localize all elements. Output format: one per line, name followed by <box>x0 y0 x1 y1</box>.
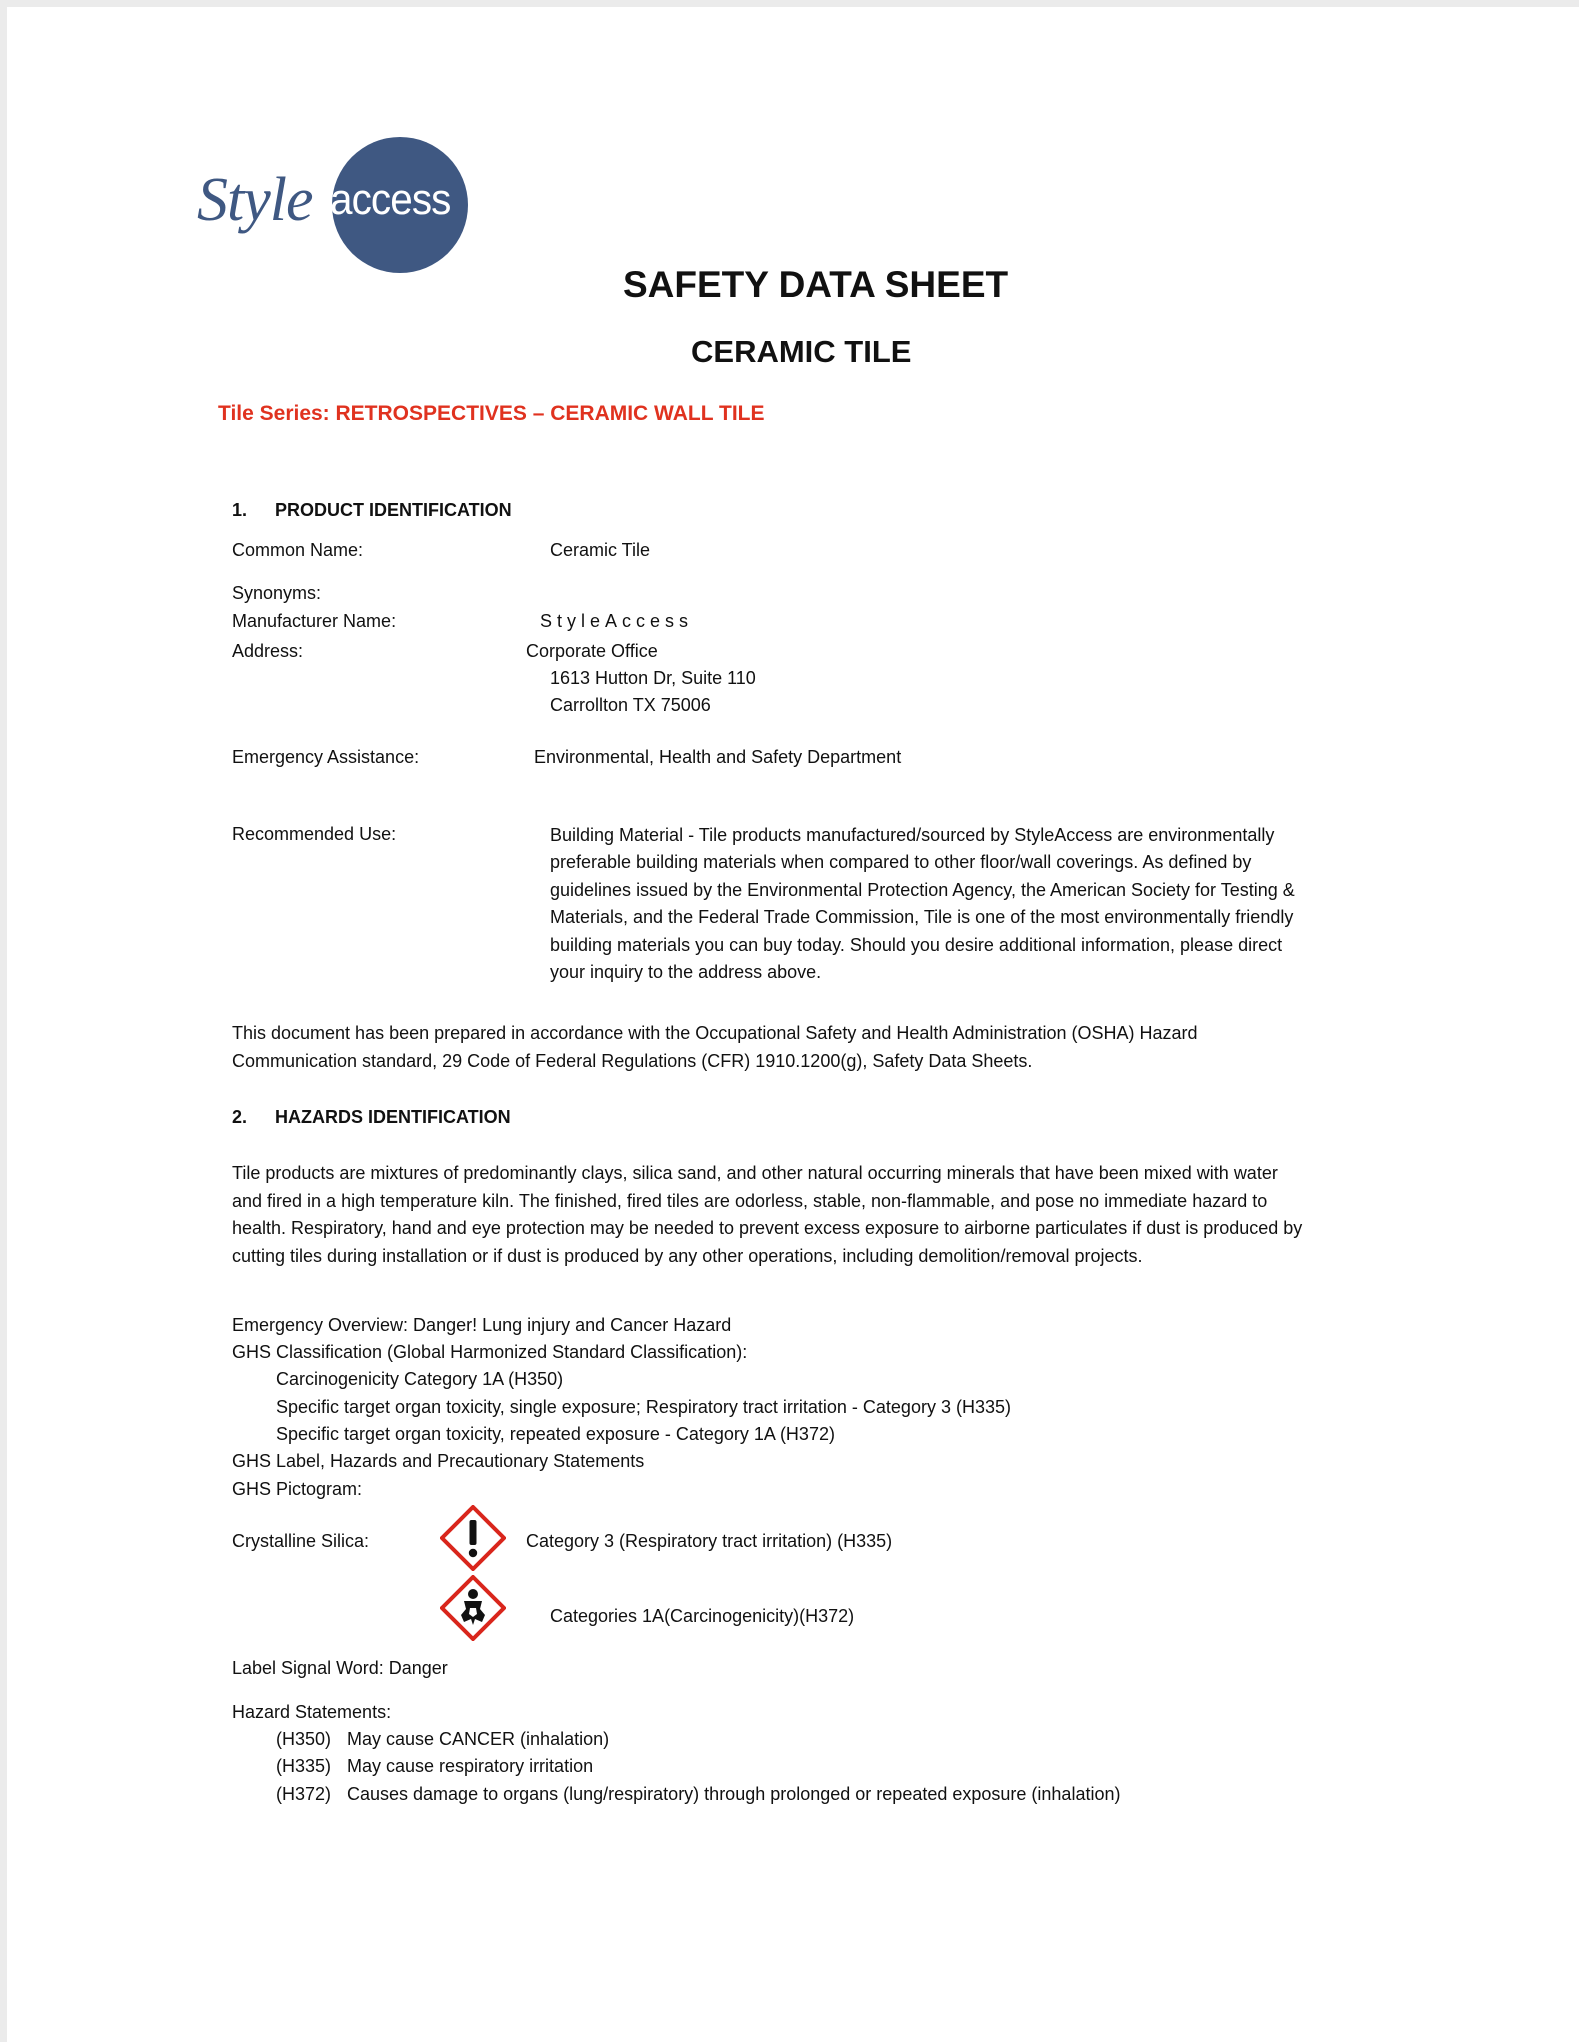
recommended-label: Recommended Use: <box>232 824 397 844</box>
address-line: 1613 Hutton Dr, Suite 110 <box>550 668 756 688</box>
health-hazard-pictogram-icon <box>440 1575 506 1641</box>
intro-line: and fired in a high temperature kiln. The finished, fired tiles are odorless, stable, non-flammable, and pose no immediate hazard to <box>232 1191 1268 1211</box>
common-name-label: Common Name: <box>232 540 364 560</box>
section1-number: 1. <box>232 500 248 520</box>
intro-line: health. Respiratory, hand and eye protection may be needed to prevent excess exposure to airborne particulates if dust is produced by <box>232 1218 1303 1238</box>
hazard-text: May cause respiratory irritation <box>347 1756 594 1776</box>
hazard-code: (H372) <box>276 1784 332 1804</box>
ghs-pictogram-label: GHS Pictogram: <box>232 1479 363 1499</box>
pictogram1-text: Category 3 (Respiratory tract irritation) (H335) <box>526 1531 893 1551</box>
section1-heading: PRODUCT IDENTIFICATION <box>275 500 512 520</box>
hazard-text: Causes damage to organs (lung/respiratory) through prolonged or repeated exposure (inhalation) <box>347 1784 1121 1804</box>
ghs-label: GHS Label, Hazards and Precautionary Statements <box>232 1451 645 1471</box>
exclamation-mark-pictogram-icon <box>440 1505 506 1571</box>
ghs-item: Carcinogenicity Category 1A (H350) <box>276 1369 564 1389</box>
osha-line: This document has been prepared in accordance with the Occupational Safety and Health Administration (OSHA) Hazard <box>232 1023 1198 1043</box>
manufacturer-label: Manufacturer Name: <box>232 611 397 631</box>
recommended-line: building materials you can buy today. Should you desire additional information, please direct <box>550 935 1283 955</box>
hazard-code: (H350) <box>276 1729 332 1749</box>
emergency-overview: Emergency Overview: Danger! Lung injury and Cancer Hazard <box>232 1315 732 1335</box>
signal-word: Label Signal Word: Danger <box>232 1658 448 1678</box>
address-line: Corporate Office <box>526 641 658 661</box>
intro-line: cutting tiles during installation or if dust is produced by any other operations, including demolition/removal projects. <box>232 1246 1143 1266</box>
ghs-item: Specific target organ toxicity, single exposure; Respiratory tract irritation - Category 3 (H335) <box>276 1397 1011 1417</box>
recommended-line: guidelines issued by the Environmental Protection Agency, the American Society for Testing & <box>550 880 1295 900</box>
recommended-line: preferable building materials when compared to other floor/wall coverings. As defined by <box>550 852 1252 872</box>
recommended-line: your inquiry to the address above. <box>550 962 822 982</box>
section2-heading: HAZARDS IDENTIFICATION <box>275 1107 511 1127</box>
address-label: Address: <box>232 641 304 661</box>
ghs-item: Specific target organ toxicity, repeated exposure - Category 1A (H372) <box>276 1424 835 1444</box>
recommended-line: Materials, and the Federal Trade Commission, Tile is one of the most environmentally friendly <box>550 907 1294 927</box>
intro-line: Tile products are mixtures of predominantly clays, silica sand, and other natural occurring minerals that have been mixed with water <box>232 1163 1278 1183</box>
document-subtitle: CERAMIC TILE <box>691 334 912 369</box>
crystalline-silica-label: Crystalline Silica: <box>232 1531 370 1551</box>
emergency-value: Environmental, Health and Safety Department <box>534 747 902 767</box>
logo-text-style: Style <box>197 166 313 234</box>
ghs-classification: GHS Classification (Global Harmonized Standard Classification): <box>232 1342 748 1362</box>
manufacturer-value: StyleAccess <box>540 611 694 631</box>
hazard-code: (H335) <box>276 1756 332 1776</box>
recommended-line: Building Material - Tile products manufactured/sourced by StyleAccess are environmentally <box>550 825 1275 845</box>
document-page <box>7 7 1579 2042</box>
synonyms-label: Synonyms: <box>232 583 322 603</box>
document-title: SAFETY DATA SHEET <box>623 264 1009 305</box>
address-line: Carrollton TX 75006 <box>550 695 711 715</box>
pictogram2-text: Categories 1A(Carcinogenicity)(H372) <box>550 1606 855 1626</box>
company-logo <box>192 137 482 277</box>
emergency-label: Emergency Assistance: <box>232 747 420 767</box>
hazard-statements-label: Hazard Statements: <box>232 1702 392 1722</box>
logo-text-access: access <box>330 175 451 224</box>
common-name-value: Ceramic Tile <box>550 540 651 560</box>
section2-number: 2. <box>232 1107 248 1127</box>
tile-series: Tile Series: RETROSPECTIVES – CERAMIC WALL TILE <box>218 402 765 425</box>
hazard-text: May cause CANCER (inhalation) <box>347 1729 610 1749</box>
osha-line: Communication standard, 29 Code of Federal Regulations (CFR) 1910.1200(g), Safety Data Sheets. <box>232 1051 1033 1071</box>
